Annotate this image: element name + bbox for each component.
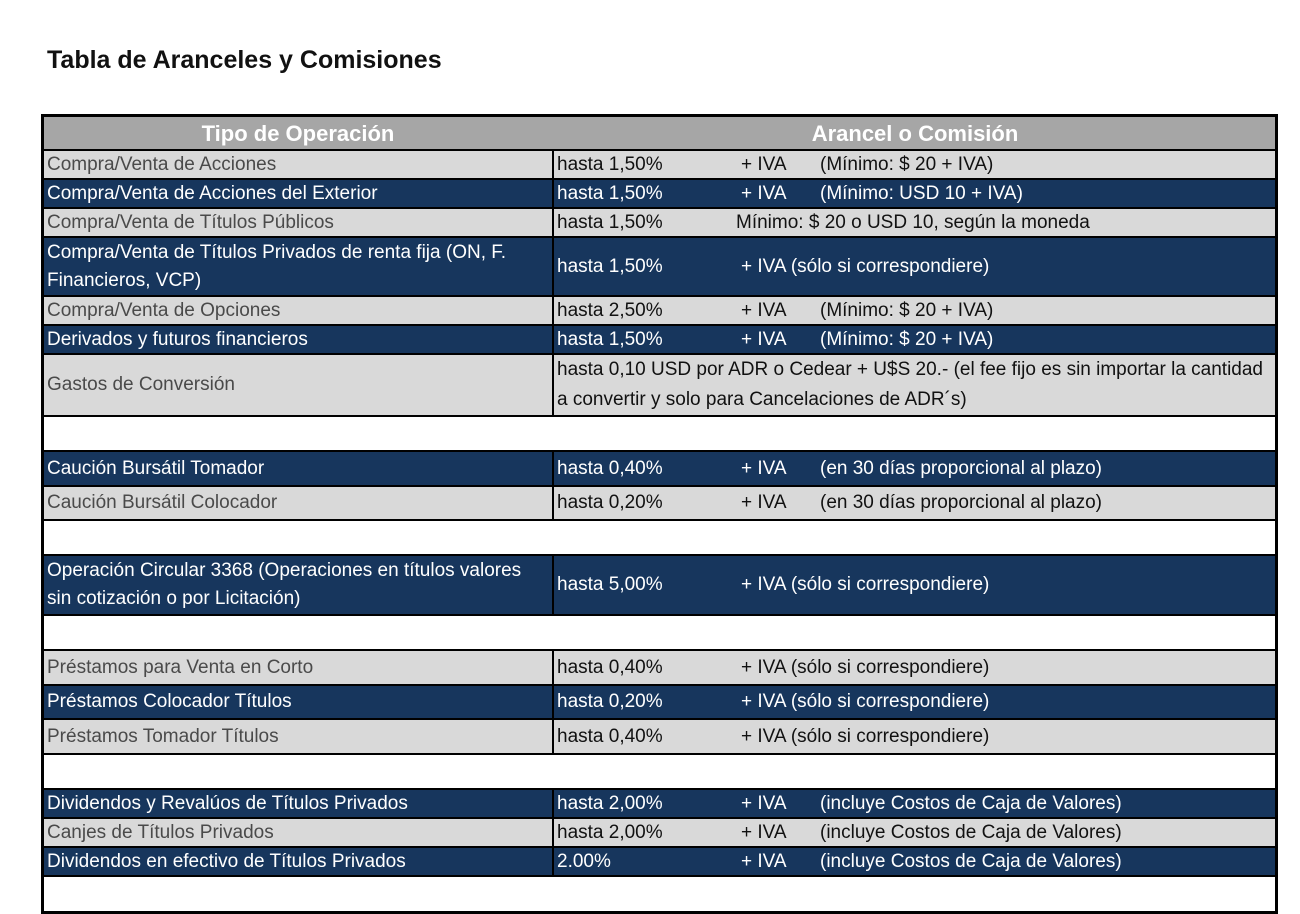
row-iva: + IVA (sólo si correspondiere)	[741, 725, 990, 747]
table-row	[44, 452, 1275, 487]
row-name: Dividendos en efectivo de Títulos Privados	[47, 850, 406, 872]
row-iva: + IVA	[741, 850, 787, 872]
page-title: Tabla de Aranceles y Comisiones	[47, 46, 442, 74]
row-iva: + IVA	[741, 821, 787, 843]
row-name: Compra/Venta de Títulos Públicos	[47, 211, 334, 233]
row-note: (incluye Costos de Caja de Valores)	[820, 850, 1122, 872]
table-row	[44, 556, 1275, 616]
table-row	[44, 790, 1275, 819]
table-row	[44, 686, 1275, 720]
column-divider	[552, 819, 554, 846]
row-note: (en 30 días proporcional al plazo)	[820, 492, 1103, 513]
row-note: (incluye Costos de Caja de Valores)	[820, 792, 1122, 814]
row-name: Préstamos para Venta en Corto	[47, 656, 314, 678]
row-name: Operación Circular 3368 (Operaciones en títulos valores sin cotización o por Licitación)	[47, 560, 522, 609]
row-name: Gastos de Conversión	[47, 374, 235, 395]
row-note: (incluye Costos de Caja de Valores)	[820, 821, 1122, 843]
table-row	[44, 848, 1275, 877]
row-iva: + IVA	[741, 182, 787, 204]
row-value: hasta 1,50%	[557, 211, 663, 233]
table-row	[44, 720, 1275, 755]
row-name: Compra/Venta de Acciones	[47, 153, 277, 175]
row-name: Préstamos Tomador Títulos	[47, 725, 279, 747]
table-row	[44, 819, 1275, 848]
column-divider	[552, 180, 554, 207]
row-iva: + IVA (sólo si correspondiere)	[741, 255, 990, 277]
column-divider	[552, 487, 554, 519]
row-name: Caución Bursátil Colocador	[47, 492, 278, 513]
header-arancel-comision: Arancel o Comisión	[811, 121, 1019, 146]
table-header	[44, 117, 1275, 151]
row-value: hasta 1,50%	[557, 182, 663, 204]
table-row	[44, 209, 1275, 238]
spacer-row	[44, 616, 1275, 651]
row-value: hasta 1,50%	[557, 255, 663, 277]
row-name: Derivados y futuros financieros	[47, 328, 308, 350]
column-divider	[552, 238, 554, 295]
column-divider	[552, 151, 554, 178]
column-divider	[552, 452, 554, 485]
row-name: Caución Bursátil Tomador	[47, 457, 265, 479]
column-divider	[552, 355, 554, 415]
row-value: hasta 2,50%	[557, 299, 663, 321]
column-divider	[552, 209, 554, 236]
row-iva: + IVA	[741, 299, 787, 321]
row-iva: + IVA	[741, 328, 787, 350]
row-iva: + IVA (sólo si correspondiere)	[741, 574, 990, 595]
column-divider	[552, 326, 554, 353]
row-value: hasta 2,00%	[557, 792, 663, 814]
fees-table	[41, 114, 1278, 914]
row-name: Canjes de Títulos Privados	[47, 821, 274, 843]
column-divider	[552, 848, 554, 875]
row-note: Mínimo: $ 20 o USD 10, según la moneda	[736, 211, 1090, 233]
column-divider	[552, 651, 554, 684]
row-iva: + IVA	[741, 792, 787, 814]
row-note: (Mínimo: $ 20 + IVA)	[820, 299, 994, 321]
row-iva: + IVA	[741, 153, 787, 175]
row-note: (Mínimo: USD 10 + IVA)	[820, 182, 1023, 204]
spacer-row	[44, 417, 1275, 452]
table-row	[44, 297, 1275, 326]
row-name: Compra/Venta de Opciones	[47, 299, 281, 321]
header-tipo-operacion: Tipo de Operación	[201, 121, 395, 146]
column-divider	[552, 556, 554, 614]
row-value: hasta 0,20%	[557, 691, 663, 712]
row-iva: + IVA	[741, 492, 787, 513]
row-value: hasta 5,00%	[557, 574, 663, 595]
row-name: Compra/Venta de Acciones del Exterior	[47, 182, 378, 204]
spacer-row	[44, 755, 1275, 790]
row-note: (en 30 días proporcional al plazo)	[820, 457, 1103, 479]
row-value: 2.00%	[557, 850, 611, 872]
table-row	[44, 651, 1275, 686]
table-row	[44, 355, 1275, 417]
table-row	[44, 151, 1275, 180]
row-note: (Mínimo: $ 20 + IVA)	[820, 153, 994, 175]
column-divider	[552, 720, 554, 753]
row-value: hasta 0,10 USD por ADR o Cedear + U$S 20.- (el fee fijo es sin importar la cantidad a convertir y solo para Cancelaciones de ADR´s)	[557, 359, 1263, 410]
column-divider	[552, 297, 554, 324]
table-row	[44, 238, 1275, 297]
spacer-row	[44, 521, 1275, 556]
table-row	[44, 326, 1275, 355]
row-name: Compra/Venta de Títulos Privados de renta fija (ON, F. Financieros, VCP)	[47, 241, 507, 291]
column-divider	[552, 686, 554, 718]
row-value: hasta 1,50%	[557, 153, 663, 175]
row-value: hasta 2,00%	[557, 821, 663, 843]
row-value: hasta 0,40%	[557, 457, 663, 479]
row-iva: + IVA (sólo si correspondiere)	[741, 656, 990, 678]
row-value: hasta 0,40%	[557, 725, 663, 747]
row-iva: + IVA	[741, 457, 787, 479]
row-note: (Mínimo: $ 20 + IVA)	[820, 328, 994, 350]
table-row	[44, 487, 1275, 521]
row-value: hasta 0,20%	[557, 492, 663, 513]
row-name: Préstamos Colocador Títulos	[47, 691, 292, 712]
row-name: Dividendos y Revalúos de Títulos Privados	[47, 792, 408, 814]
row-value: hasta 0,40%	[557, 656, 663, 678]
row-iva: + IVA (sólo si correspondiere)	[741, 691, 990, 712]
row-value: hasta 1,50%	[557, 328, 663, 350]
column-divider	[552, 790, 554, 817]
table-row	[44, 180, 1275, 209]
